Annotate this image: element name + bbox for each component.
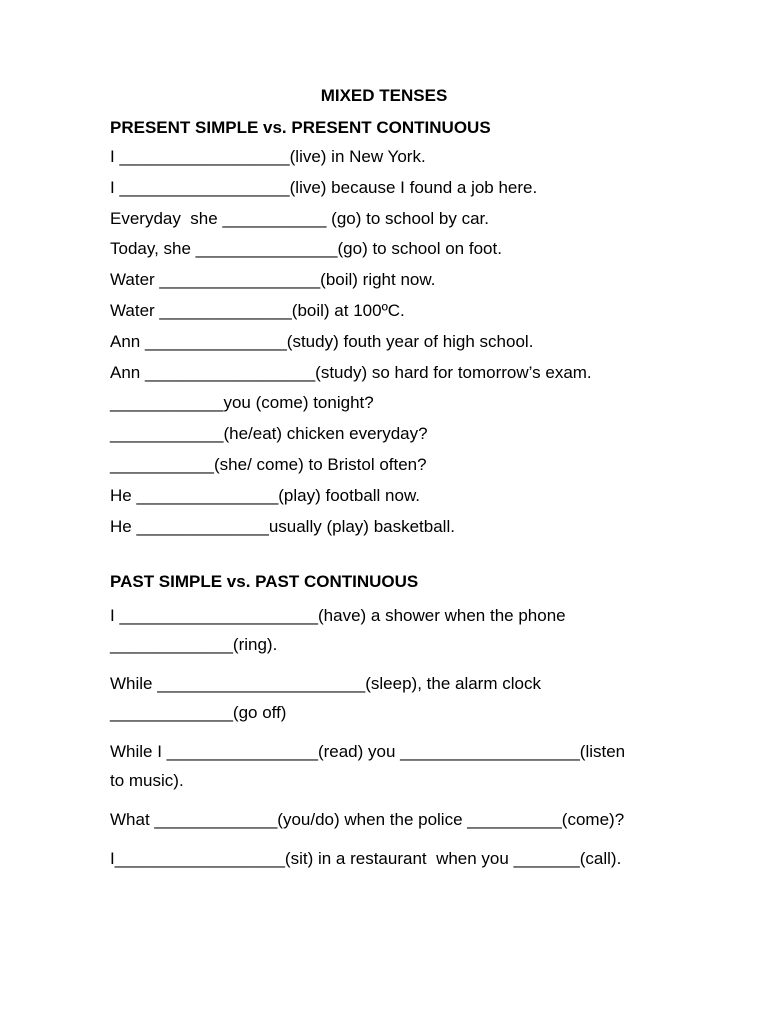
present-exercise-list <box>110 147 670 537</box>
exercise-line: ____________(he/eat) chicken everyday? <box>110 424 428 444</box>
exercise-item: I__________________(sit) in a restaurant when you _______(call). <box>110 848 622 868</box>
exercise-line: He ______________usually (play) basketball. <box>110 516 455 536</box>
exercise-line: ____________you (come) tonight? <box>110 393 374 413</box>
exercise-line: He _______________(play) football now. <box>110 485 421 505</box>
section-heading-past: PAST SIMPLE vs. PAST CONTINUOUS <box>110 571 419 591</box>
exercise-line: I __________________(live) in New York. <box>110 147 426 166</box>
worksheet-page <box>110 86 670 883</box>
past-exercise-list <box>110 601 670 873</box>
exercise-line: Ann __________________(study) so hard for tomorrow’s exam. <box>110 362 592 382</box>
exercise-item: While I ________________(read) you ___________________(listen to music). <box>110 741 626 790</box>
exercise-item: What _____________(you/do) when the police __________(come)? <box>110 809 625 829</box>
worksheet-title: MIXED TENSES <box>320 86 448 105</box>
exercise-line: Water _________________(boil) right now. <box>110 270 436 290</box>
exercise-line: ___________(she/ come) to Bristol often? <box>110 454 427 474</box>
exercise-line: I __________________(live) because I found a job here. <box>110 177 538 197</box>
exercise-line: Ann _______________(study) fouth year of high school. <box>110 331 534 351</box>
section-heading-present: PRESENT SIMPLE vs. PRESENT CONTINUOUS <box>110 118 491 137</box>
exercise-item: I _____________________(have) a shower when the phone _____________(ring). <box>110 605 566 654</box>
exercise-line: Today, she _______________(go) to school on foot. <box>110 239 502 259</box>
exercise-line: Water ______________(boil) at 100ºC. <box>110 300 405 320</box>
exercise-line: Everyday she ___________ (go) to school by car. <box>110 208 489 228</box>
exercise-item: While ______________________(sleep), the alarm clock _____________(go off) <box>110 673 541 722</box>
